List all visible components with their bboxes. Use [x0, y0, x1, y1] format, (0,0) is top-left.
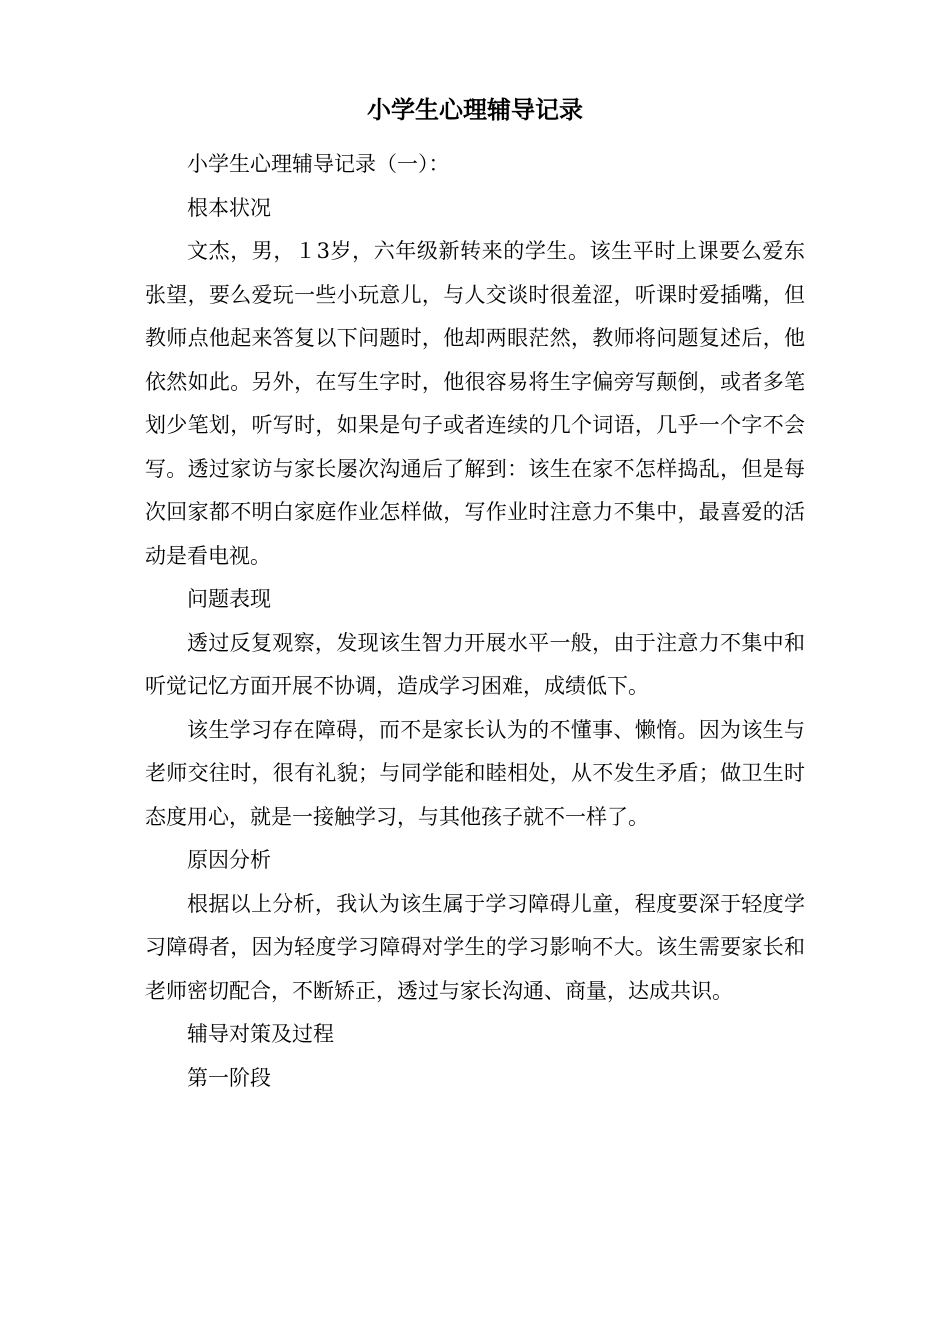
cause-paragraph: 根据以上分析，我认为该生属于学习障碍儿童，程度要深于轻度学习障碍者，因为轻度学习障碍对学生的学习影响不大。该生需要家长和老师密切配合，不断矫正，透过与家长沟通、商量，达成共识。 [145, 891, 805, 1003]
section-heading-problem: 问题表现 [187, 587, 271, 611]
section-heading-basic-situation: 根本状况 [187, 195, 271, 220]
section-heading-counseling: 辅导对策及过程 [187, 1022, 334, 1046]
basic-situation-paragraph: 文杰，男，１3岁，六年级新转来的学生。该生平时上课要么爱东张望，要么爱玩一些小玩意儿，与人交谈时很羞涩，听课时爱插嘴，但教师点他起来答复以下问题时，他却两眼茫然，教师将问题复述后，他依然如此。另外，在写生字时，他很容易将生字偏旁写颠倒，或者多笔划少笔划，听写时，如果是句子或者连续的几个词语，几乎一个字不会写。透过家访与家长屡次沟通后了解到：该生在家不怎样捣乱，但是每次回家都不明白家庭作业怎样做，写作业时注意力不集中，最喜爱的活动是看电视。 [145, 239, 805, 568]
record-heading: 小学生心理辅导记录（一）： [187, 152, 450, 176]
stage-one-heading: 第一阶段 [187, 1065, 271, 1090]
document-body [145, 143, 805, 1100]
document-title: 小学生心理辅导记录 [367, 95, 583, 124]
problem-paragraph-1: 透过反复观察，发现该生智力开展水平一般，由于注意力不集中和听觉记忆方面开展不协调，造成学习困难，成绩低下。 [145, 630, 805, 698]
section-heading-cause: 原因分析 [187, 848, 271, 872]
problem-paragraph-2: 该生学习存在障碍，而不是家长认为的不懂事、懒惰。因为该生与老师交往时，很有礼貌；与同学能和睦相处，从不发生矛盾；做卫生时态度用心，就是一接触学习，与其他孩子就不一样了。 [145, 717, 805, 829]
